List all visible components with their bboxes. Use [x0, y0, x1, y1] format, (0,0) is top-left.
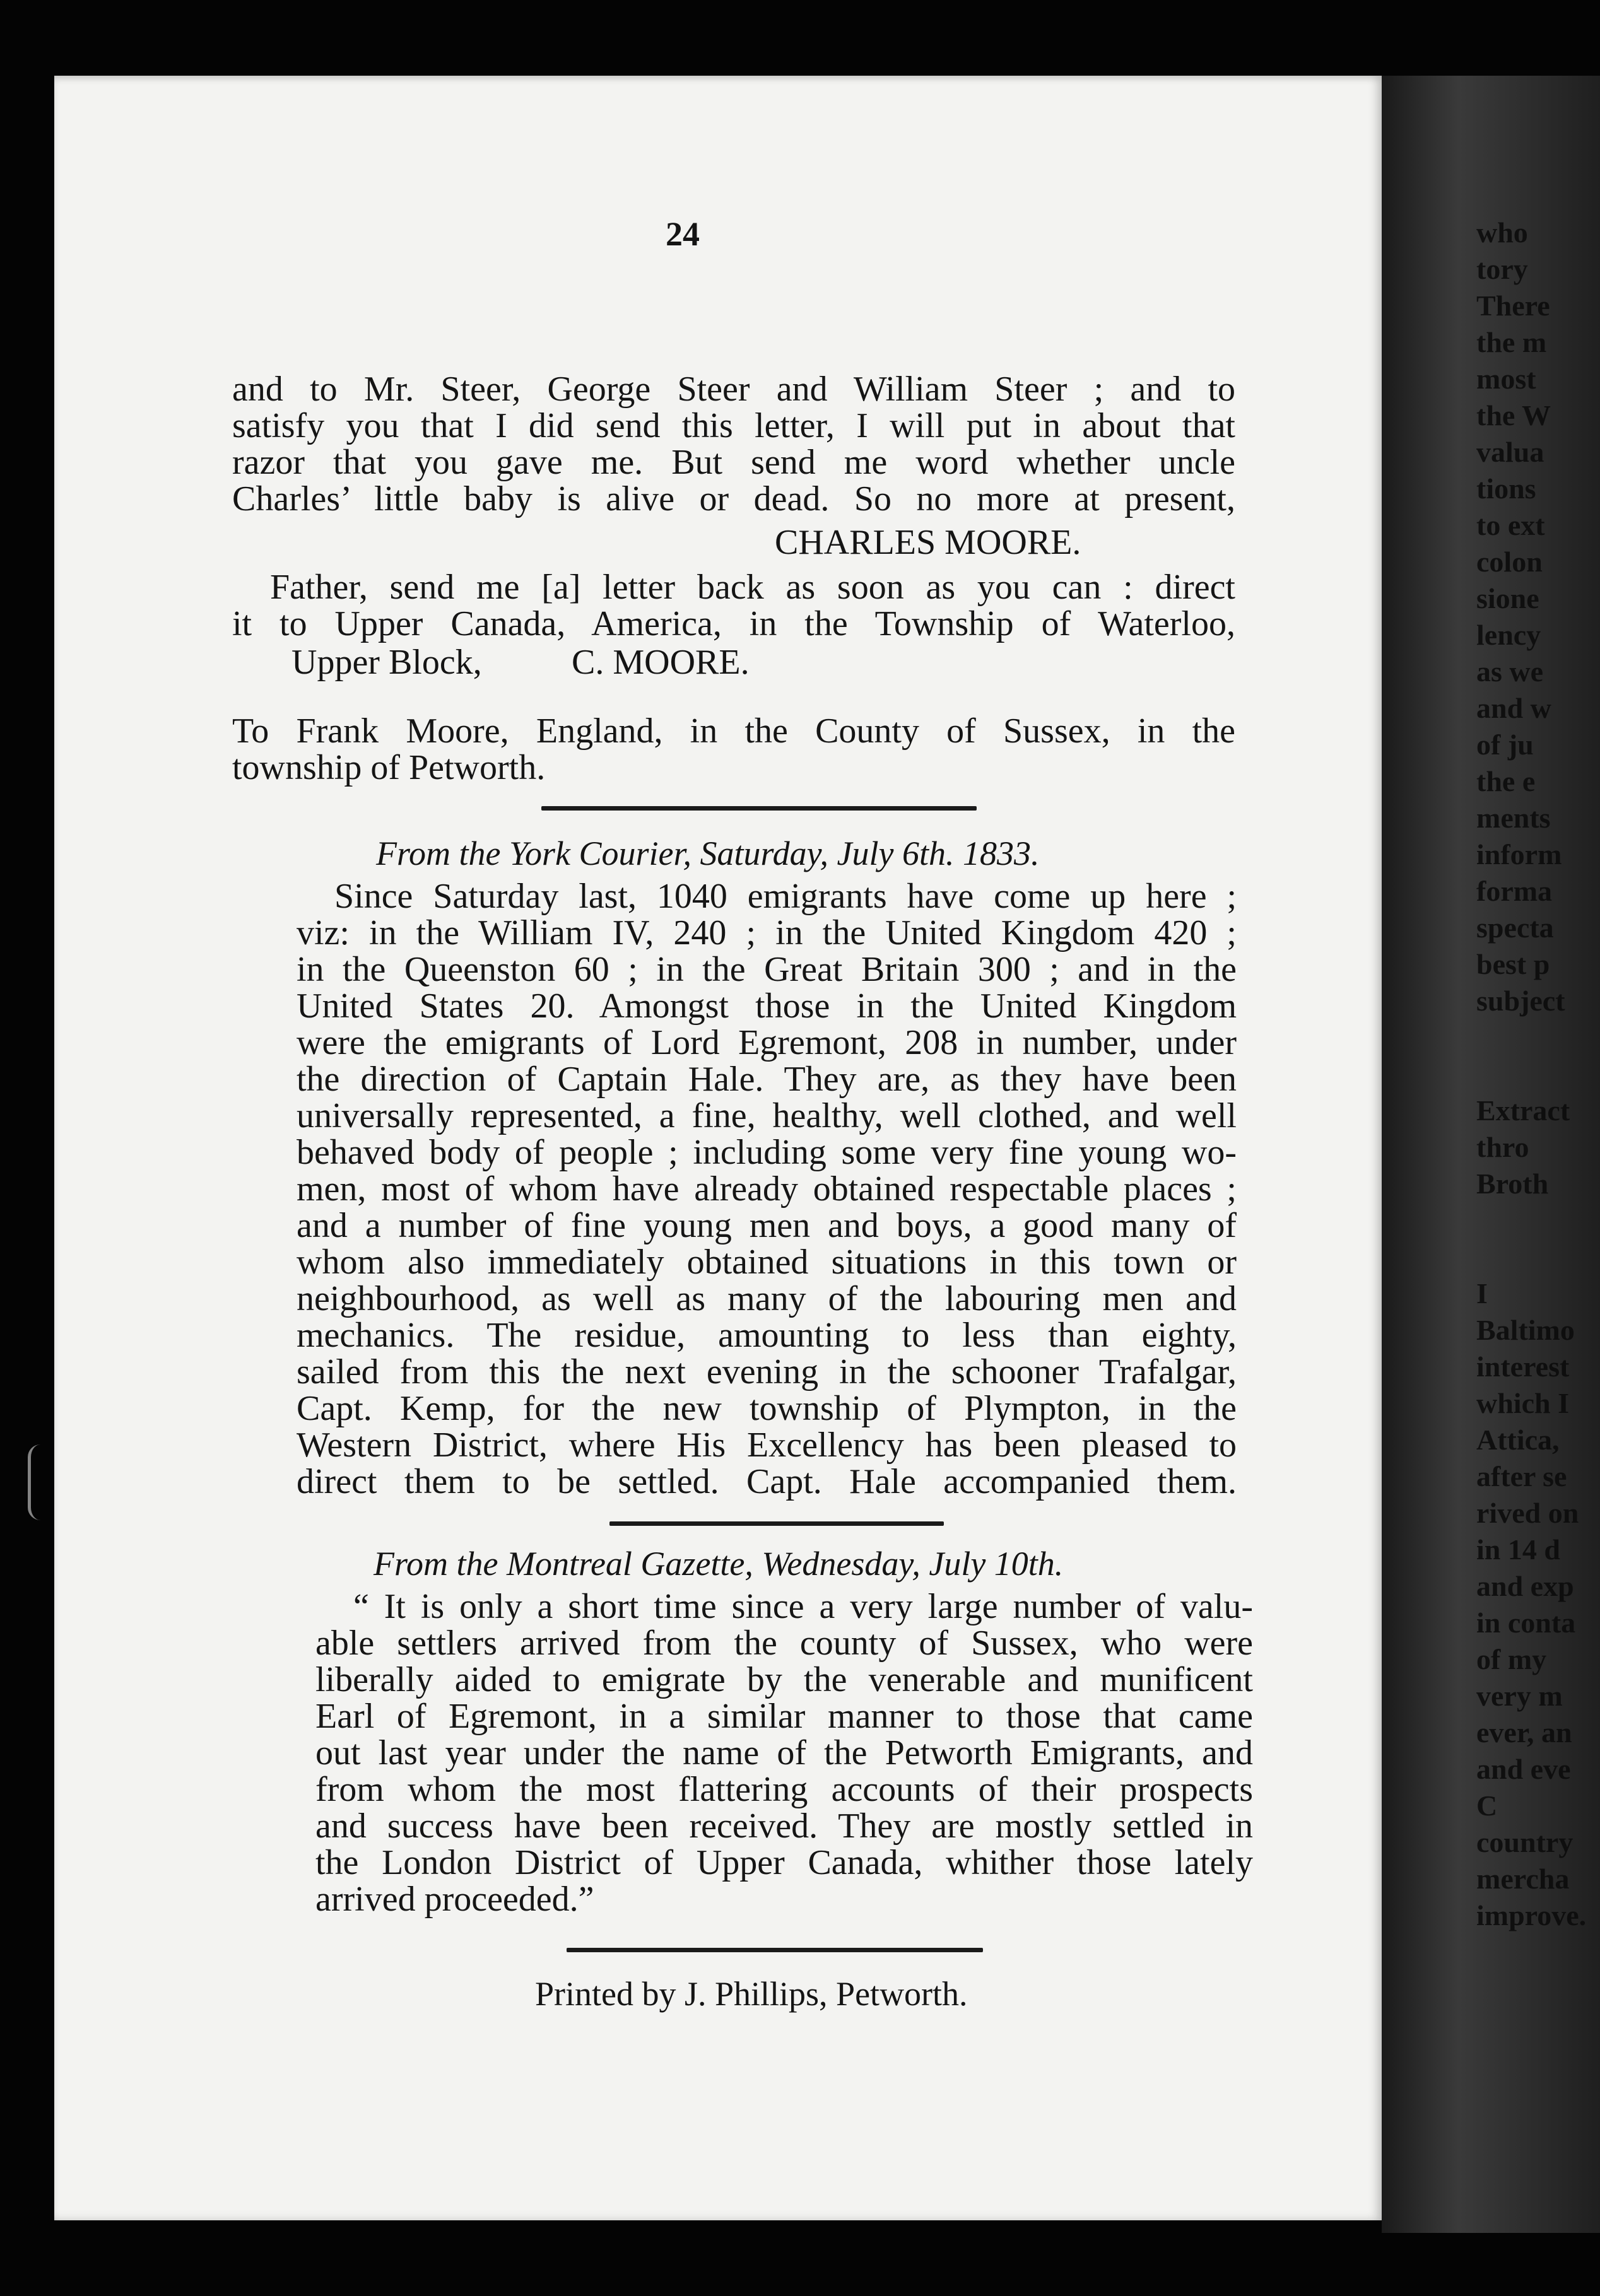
facing-page — [1382, 76, 1600, 2233]
article-line: sailed from this the next evening in the schooner Trafalgar, — [297, 1352, 1237, 1391]
facing-page-line: the m — [1476, 326, 1547, 358]
section-rule — [609, 1521, 944, 1526]
facing-page-line: Extract — [1476, 1094, 1570, 1127]
facing-page-line: inform — [1476, 838, 1562, 870]
york-courier-heading: From the York Courier, Saturday, July 6th. 1833. — [376, 835, 1040, 872]
article-line: in the Queenston 60 ; in the Great Britain 300 ; and in the — [297, 950, 1237, 989]
article-line: neighbourhood, as well as many of the labouring men and — [297, 1279, 1237, 1318]
section-rule — [541, 806, 977, 811]
signature-charles-moore: CHARLES MOORE. — [775, 523, 1081, 562]
montreal-gazette-article — [315, 1588, 1253, 1918]
article-line: “ It is only a short time since a very large number of valu- — [353, 1587, 1253, 1626]
facing-page-line: in conta — [1476, 1607, 1576, 1639]
facing-page-line: who — [1476, 216, 1528, 249]
facing-page-line: and eve — [1476, 1753, 1571, 1785]
facing-page-line: interest — [1476, 1350, 1570, 1383]
letter-line: razor that you gave me. But send me word whether uncle — [232, 443, 1235, 482]
facing-page-line: country — [1476, 1826, 1574, 1858]
facing-page-line: the W — [1476, 399, 1551, 431]
letter-closing — [232, 371, 1235, 517]
address-line: township of Petworth. — [232, 748, 546, 787]
facing-page-line: of my — [1476, 1643, 1547, 1675]
article-line: Since Saturday last, 1040 emigrants have come up here ; — [334, 877, 1237, 916]
postscript-line: Father, send me [a] letter back as soon as you can : direct — [270, 568, 1235, 607]
postscript — [232, 569, 1235, 642]
facing-page-line: and exp — [1476, 1570, 1574, 1602]
letter-line: and to Mr. Steer, George Steer and William Steer ; and to — [232, 370, 1235, 409]
article-line: from whom the most flattering accounts of their prospects — [315, 1770, 1253, 1809]
facing-page-line — [1476, 1019, 1600, 1056]
facing-page-line: rived on — [1476, 1497, 1579, 1529]
montreal-gazette-heading: From the Montreal Gazette, Wednesday, July 10th. — [374, 1545, 1064, 1583]
article-line: whom also immediately obtained situations in this town or — [297, 1243, 1237, 1282]
article-line: Capt. Kemp, for the new township of Plympton, in the — [297, 1389, 1237, 1428]
article-line: men, most of whom have already obtained respectable places ; — [297, 1169, 1237, 1209]
article-line: out last year under the name of the Petworth Emigrants, and — [315, 1733, 1253, 1772]
article-line: were the emigrants of Lord Egremont, 208 in number, under — [297, 1023, 1237, 1062]
facing-page-line: the e — [1476, 765, 1536, 797]
facing-page-line: ments — [1476, 802, 1551, 834]
facing-page-line: specta — [1476, 911, 1554, 944]
article-line: universally represented, a fine, healthy, well clothed, and well — [297, 1096, 1237, 1135]
page-number: 24 — [666, 215, 700, 253]
facing-page-line: lency — [1476, 619, 1541, 651]
facing-page-line: tory — [1476, 253, 1528, 285]
article-line: the direction of Captain Hale. They are, as they have been — [297, 1060, 1237, 1099]
facing-page-line — [1476, 1056, 1600, 1092]
facing-page-line: subject — [1476, 985, 1565, 1017]
article-line: and a number of fine young men and boys, a good many of — [297, 1206, 1237, 1245]
facing-page-line: I — [1476, 1277, 1488, 1309]
facing-page-line: and w — [1476, 692, 1551, 724]
facing-page-line: colon — [1476, 546, 1543, 578]
facing-page-line: Broth — [1476, 1168, 1549, 1200]
facing-page-line: Attica, — [1476, 1424, 1560, 1456]
article-line: able settlers arrived from the county of Sussex, who were — [315, 1624, 1253, 1663]
facing-page-line: Baltimo — [1476, 1314, 1575, 1346]
postscript-line: it to Upper Canada, America, in the Township of Waterloo, — [232, 604, 1235, 643]
article-line: behaved body of people ; including some very fine young wo- — [297, 1133, 1237, 1172]
york-courier-article — [297, 878, 1237, 1500]
facing-page-line: to ext — [1476, 509, 1545, 541]
article-line: direct them to be settled. Capt. Hale accompanied them. — [297, 1462, 1237, 1501]
facing-page-line: thro — [1476, 1131, 1529, 1163]
facing-page-line: of ju — [1476, 729, 1534, 761]
facing-page-line: ever, an — [1476, 1716, 1572, 1748]
article-line: and success have been received. They are mostly settled in — [315, 1807, 1253, 1846]
signature-c-moore: C. MOORE. — [572, 643, 750, 682]
facing-page-line: improve. — [1476, 1899, 1587, 1931]
facing-page-line: sione — [1476, 582, 1539, 614]
facing-page-line: which I — [1476, 1387, 1569, 1419]
article-line: arrived proceeded.” — [315, 1880, 594, 1919]
article-line: United States 20. Amongst those in the United Kingdom — [297, 987, 1237, 1026]
address — [232, 713, 1235, 786]
article-line: viz: in the William IV, 240 ; in the United Kingdom 420 ; — [297, 913, 1237, 952]
facing-page-line: after se — [1476, 1460, 1567, 1492]
facing-page-line: mercha — [1476, 1863, 1570, 1895]
postscript-last-line: Upper Block, — [291, 643, 482, 682]
letter-line: Charles’ little baby is alive or dead. So no more at present, — [232, 479, 1235, 518]
facing-page-line: There — [1476, 290, 1550, 322]
facing-page-line — [1476, 1202, 1600, 1239]
section-rule — [567, 1948, 983, 1952]
article-line: liberally aided to emigrate by the venerable and munificent — [315, 1660, 1253, 1699]
facing-page-text — [1476, 214, 1600, 1934]
margin-mark — [28, 1444, 56, 1520]
facing-page-line: in 14 d — [1476, 1533, 1560, 1566]
printer-imprint: Printed by J. Phillips, Petworth. — [535, 1975, 968, 2013]
facing-page-line: tions — [1476, 472, 1536, 505]
facing-page-line: most — [1476, 363, 1536, 395]
facing-page-line: as we — [1476, 655, 1544, 688]
facing-page-line: valua — [1476, 436, 1544, 468]
article-line: Western District, where His Excellency has been pleased to — [297, 1426, 1237, 1465]
facing-page-line — [1476, 1239, 1600, 1275]
facing-page-line: best p — [1476, 948, 1550, 980]
facing-page-line: forma — [1476, 875, 1553, 907]
facing-page-line: C — [1476, 1789, 1498, 1822]
letter-line: satisfy you that I did send this letter, I will put in about that — [232, 406, 1235, 445]
facing-page-line: very m — [1476, 1680, 1563, 1712]
address-line: To Frank Moore, England, in the County of Sussex, in the — [232, 712, 1235, 751]
article-line: Earl of Egremont, in a similar manner to those that came — [315, 1697, 1253, 1736]
article-line: the London District of Upper Canada, whither those lately — [315, 1843, 1253, 1882]
article-line: mechanics. The residue, amounting to less than eighty, — [297, 1316, 1237, 1355]
